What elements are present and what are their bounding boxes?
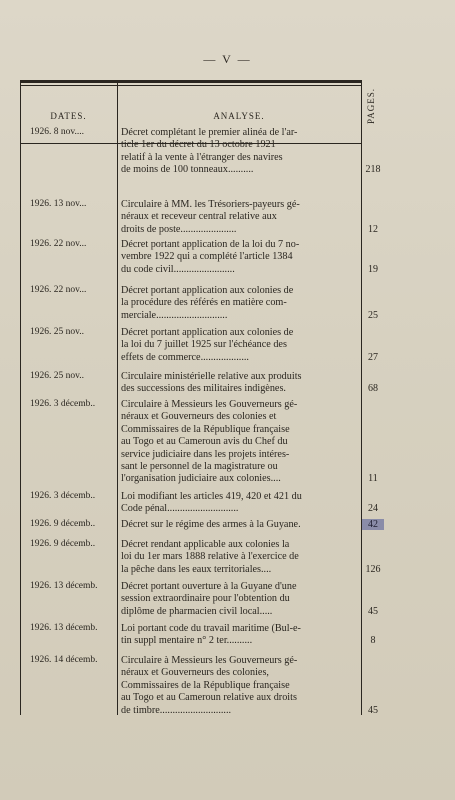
row-date: 1926. 22 nov... [30,285,87,295]
row-analysis-line: Décret portant ouverture à la Guyane d'une [121,581,297,592]
row-analysis [121,539,357,576]
row-analysis-line: la procédure des référés en matière com- [121,297,287,309]
row-analysis-line: Décret rendant applicable aux colonies la [121,539,290,550]
row-page-number: 45 [368,605,378,617]
row-analysis [121,655,357,717]
row-analysis-line: vembre 1922 qui a complété l'article 1384 [121,251,293,263]
row-analysis-line: de moins de 100 tonneaux.......... [121,164,254,176]
row-analysis-line: la pêche dans les eaux territoriales.... [121,563,272,575]
row-analysis-line: des successions des militaires indigènes. [121,383,286,395]
row-analysis-line: Décret portant application aux colonies de [121,327,294,338]
row-date: 1926. 8 nov.... [30,127,85,137]
row-analysis [121,519,357,531]
row-page-number: 218 [365,164,381,176]
row-analysis [121,623,357,648]
row-date: 1926. 3 décemb.. [30,491,96,501]
header-analyse: ANALYSE. [213,111,265,121]
row-page-number: 11 [368,473,378,485]
row-analysis-line: néraux et receveur central relative aux [121,211,277,223]
row-analysis-line: Code pénal............................ [121,503,239,515]
row-analysis [121,239,357,276]
row-analysis-line: service judiciaire dans les projets intéres- [121,448,290,460]
row-page-number: 24 [368,503,378,515]
row-analysis-line: tin suppl mentaire n° 2 ter.......... [121,635,253,647]
row-analysis-line: au Togo et au Cameroun avis du Chef du [121,436,288,448]
row-analysis [121,581,357,618]
row-analysis-line: la loi du 7 juillet 1925 sur l'échéance des [121,339,287,351]
row-analysis [121,127,357,177]
row-analysis-line: sant le personnel de la magistrature ou [121,461,278,473]
row-date: 1926. 13 décemb. [30,623,98,633]
row-date: 1926. 3 décemb.. [30,399,96,409]
row-analysis-line: l'organisation judiciaire aux colonies.... [121,473,281,485]
row-page-number: 68 [368,383,378,395]
row-page-number: 12 [368,223,378,235]
row-analysis-line: néraux et Gouverneurs des colonies, [121,667,269,679]
row-analysis-line: Décret sur le régime des armes à la Guyane. [121,519,301,530]
row-analysis-line: Circulaire à MM. les Trésoriers-payeurs gé- [121,199,300,210]
row-analysis-line: Circulaire à Messieurs les Gouverneurs gé- [121,655,298,666]
row-analysis-line: du code civil........................ [121,263,235,275]
row-date: 1926. 25 nov.. [30,327,85,337]
row-date: 1926. 9 décemb.. [30,539,96,549]
row-analysis-line: droits de poste...................... [121,223,237,235]
header-dates: DATES. [50,111,87,121]
row-analysis [121,491,357,516]
row-analysis-line: au Togo et au Cameroun relative aux droits [121,692,297,704]
row-analysis [121,199,357,236]
row-analysis-line: relatif à la vente à l'étranger des navires [121,151,283,163]
row-page-number: 45 [368,704,378,716]
row-page-number: 126 [365,563,381,575]
page-folio: — V — [203,52,252,66]
row-date: 1926. 25 nov.. [30,371,85,381]
row-date: 1926. 9 décemb.. [30,519,96,529]
row-analysis-line: Décret portant application de la loi du 7 no- [121,239,300,250]
row-date: 1926. 13 décemb. [30,581,98,591]
row-page-number: 8 [370,635,376,647]
table-column-rule [361,83,362,715]
row-analysis-line: Commissaires de la République française [121,423,290,435]
row-analysis-line: Décret complétant le premier alinéa de l'ar- [121,127,298,138]
row-date: 1926. 13 nov... [30,199,87,209]
row-analysis-line: de timbre............................ [121,704,232,716]
row-analysis [121,371,357,396]
row-page-number: 27 [368,351,378,363]
row-analysis [121,399,357,486]
row-analysis-line: Décret portant application aux colonies de [121,285,294,296]
row-analysis-line: merciale............................ [121,309,228,321]
row-analysis-line: diplôme de pharmacien civil local..... [121,605,273,617]
row-date: 1926. 22 nov... [30,239,87,249]
row-analysis-line: session extraordinaire pour l'obtention du [121,593,290,605]
row-analysis-line: Commissaires de la République française [121,679,290,691]
row-date: 1926. 14 décemb. [30,655,98,665]
row-analysis-line: Circulaire à Messieurs les Gouverneurs gé- [121,399,298,410]
row-analysis [121,285,357,322]
index-table [20,80,381,716]
row-analysis [121,327,357,364]
row-analysis-line: Loi portant code du travail maritime (Bul-e- [121,623,301,634]
row-analysis-line: effets de commerce................... [121,351,249,363]
row-page-number: 19 [368,263,378,275]
row-page-number: 42 [362,519,384,530]
row-page-number: 25 [368,309,378,321]
header-pages: PAGES. [366,88,376,124]
row-analysis-line: Circulaire ministérielle relative aux produits [121,371,302,382]
row-analysis-line: ticle 1er du décret du 13 octobre 1921 [121,139,276,151]
row-analysis-line: néraux et Gouverneurs des colonies et [121,411,277,423]
row-analysis-line: loi du 1er mars 1888 relative à l'exercice de [121,551,299,563]
row-analysis-line: Loi modifiant les articles 419, 420 et 421 du [121,491,302,502]
